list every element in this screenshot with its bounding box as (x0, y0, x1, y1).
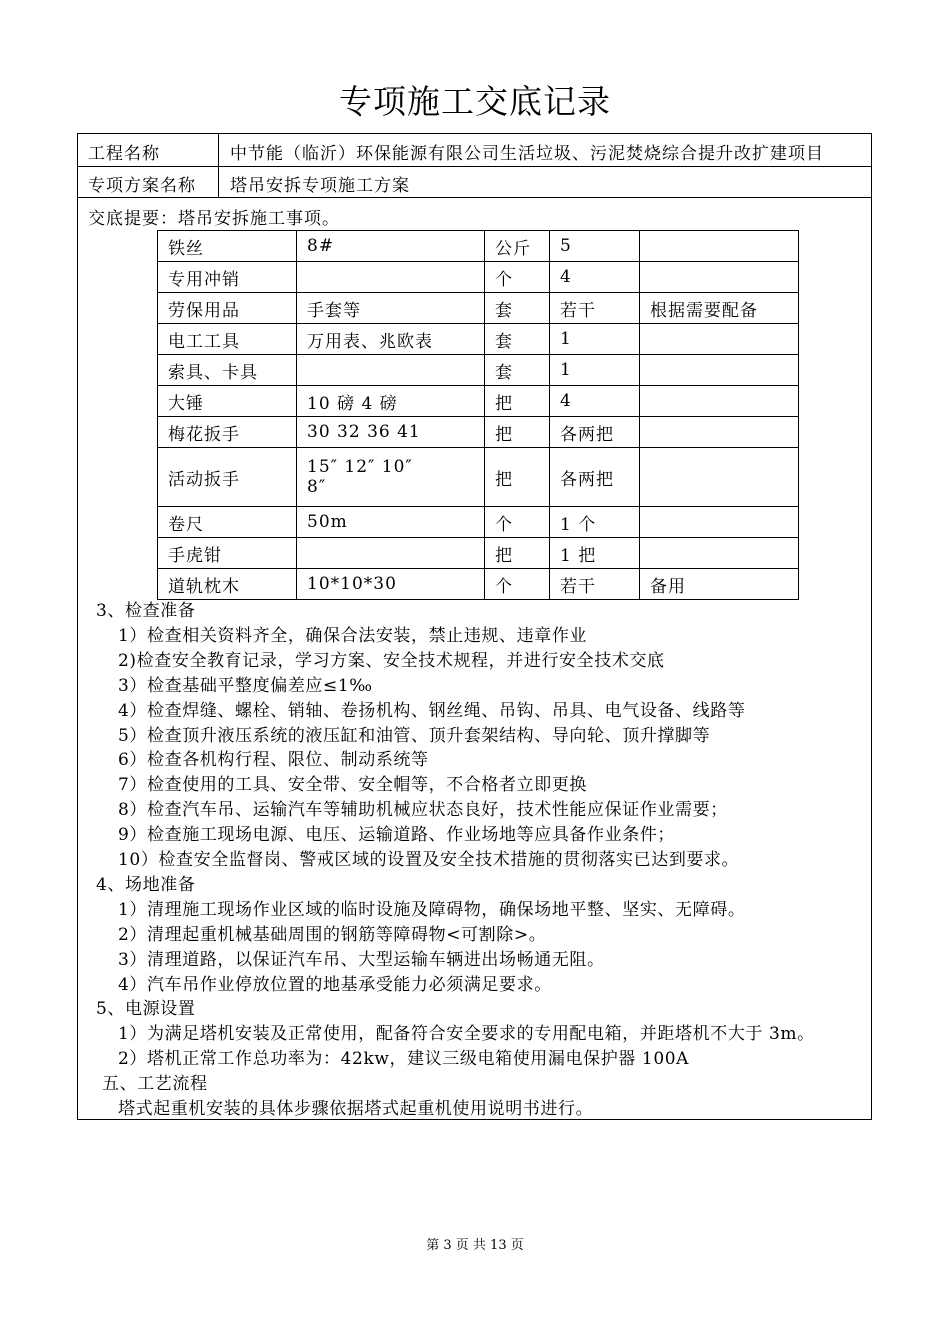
table-row (158, 448, 799, 507)
body-line: 4、场地准备 (96, 874, 196, 895)
tool-name-cell: 梅花扳手 (158, 417, 297, 448)
body-line: 3）检查基础平整度偏差应≤1‰ (118, 675, 373, 696)
tool-note-cell (640, 448, 799, 507)
tool-note-cell (640, 355, 799, 386)
tool-qty-cell: 若干 (550, 293, 640, 324)
record-form (77, 133, 872, 1120)
body-line: 2)检查安全教育记录，学习方案、安全技术规程，并进行安全技术交底 (118, 650, 665, 671)
tool-qty-cell: 1 (550, 324, 640, 355)
tool-unit-cell: 把 (485, 538, 550, 569)
tool-spec-cell: 8# (297, 231, 485, 262)
body-line: 五、工艺流程 (102, 1074, 208, 1095)
tool-spec-cell: 10*10*30 (297, 569, 485, 600)
tool-name-cell: 活动扳手 (158, 448, 297, 507)
body-line: 7）检查使用的工具、安全带、安全帽等，不合格者立即更换 (118, 775, 588, 796)
tool-unit-cell: 个 (485, 262, 550, 293)
tool-qty-cell: 5 (550, 231, 640, 262)
project-label: 工程名称 (88, 144, 160, 164)
tool-name-cell: 专用冲销 (158, 262, 297, 293)
body-line: 4）检查焊缝、螺栓、销轴、卷扬机构、钢丝绳、吊钩、吊具、电气设备、线路等 (118, 700, 746, 721)
tool-qty-cell: 各两把 (550, 417, 640, 448)
tool-spec-cell: 15″ 12″ 10″ 8″ (297, 448, 485, 507)
tool-name-cell: 大锤 (158, 386, 297, 417)
table-row (158, 386, 799, 417)
body-line: 9）检查施工现场电源、电压、运输道路、作业场地等应具备作业条件； (118, 825, 676, 846)
body-line: 1）检查相关资料齐全，确保合法安装，禁止违规、违章作业 (118, 625, 588, 646)
tool-unit-cell: 把 (485, 448, 550, 507)
tool-qty-cell: 4 (550, 386, 640, 417)
body-line: 4）汽车吊作业停放位置的地基承受能力必须满足要求。 (118, 974, 552, 995)
table-row (158, 538, 799, 569)
tool-qty-cell: 1 (550, 355, 640, 386)
tool-note-cell (640, 417, 799, 448)
body-line: 塔式起重机安装的具体步骤依据塔式起重机使用说明书进行。 (118, 1099, 594, 1119)
tool-name-cell: 铁丝 (158, 231, 297, 262)
plan-label: 专项方案名称 (88, 176, 196, 196)
table-row (158, 293, 799, 324)
tool-spec-cell (297, 538, 485, 569)
tool-qty-cell: 1 把 (550, 538, 640, 569)
tool-spec-cell: 50m (297, 507, 485, 538)
page-footer: 第 3 页 共 13 页 (426, 1238, 524, 1253)
body-line: 6）检查各机构行程、限位、制动系统等 (118, 750, 429, 771)
tool-unit-cell: 个 (485, 507, 550, 538)
tool-qty-cell: 若干 (550, 569, 640, 600)
tool-name-cell: 索具、卡具 (158, 355, 297, 386)
body-line: 5、电源设置 (96, 999, 196, 1020)
body-line: 1）为满足塔机安装及正常使用，配备符合安全要求的专用配电箱，并距塔机不大于 3m。 (118, 1024, 815, 1045)
body-line: 1）清理施工现场作业区域的临时设施及障碍物，确保场地平整、坚实、无障碍。 (118, 899, 746, 920)
tool-name-cell: 道轨枕木 (158, 569, 297, 600)
tool-unit-cell: 套 (485, 324, 550, 355)
body-line: 5）检查顶升液压系统的液压缸和油管、顶升套架结构、导向轮、顶升撑脚等 (118, 725, 711, 746)
tool-note-cell (640, 324, 799, 355)
tool-spec-cell: 30 32 36 41 (297, 417, 485, 448)
body-line: 2）清理起重机械基础周围的钢筋等障碍物<可割除>。 (118, 924, 547, 945)
table-row (158, 324, 799, 355)
tool-spec-cell: 万用表、兆欧表 (297, 324, 485, 355)
plan-row (78, 167, 871, 198)
tool-unit-cell: 把 (485, 386, 550, 417)
tool-unit-cell: 套 (485, 293, 550, 324)
tools-table (157, 230, 799, 600)
tool-qty-cell: 4 (550, 262, 640, 293)
project-value: 中节能（临沂）环保能源有限公司生活垃圾、污泥焚烧综合提升改扩建项目 (230, 144, 824, 164)
tool-note-cell (640, 538, 799, 569)
tool-unit-cell: 公斤 (485, 231, 550, 262)
tool-note-cell (640, 231, 799, 262)
project-row (78, 134, 871, 167)
tool-qty-cell: 1 个 (550, 507, 640, 538)
tool-qty-cell: 各两把 (550, 448, 640, 507)
tool-spec-cell: 手套等 (297, 293, 485, 324)
body-line: 2）塔机正常工作总功率为：42kw，建议三级电箱使用漏电保护器 100A (118, 1049, 690, 1070)
table-row (158, 355, 799, 386)
tool-name-cell: 卷尺 (158, 507, 297, 538)
table-row (158, 507, 799, 538)
body-line: 8）检查汽车吊、运输汽车等辅助机械应状态良好，技术性能应保证作业需要； (118, 800, 728, 821)
body-line: 3）清理道路，以保证汽车吊、大型运输车辆进出场畅通无阻。 (118, 949, 605, 970)
body-line: 3、检查准备 (96, 601, 196, 621)
table-row (158, 231, 799, 262)
tool-name-cell: 劳保用品 (158, 293, 297, 324)
summary: 交底提要：塔吊安拆施工事项。 (88, 209, 340, 229)
body-line: 10）检查安全监督岗、警戒区域的设置及安全技术措施的贯彻落实已达到要求。 (118, 850, 740, 870)
tool-unit-cell: 把 (485, 417, 550, 448)
tool-note-cell (640, 507, 799, 538)
tool-note-cell (640, 386, 799, 417)
tool-spec-cell: 10 磅 4 磅 (297, 386, 485, 417)
table-row (158, 262, 799, 293)
plan-value: 塔吊安拆专项施工方案 (230, 176, 410, 196)
tool-name-cell: 手虎钳 (158, 538, 297, 569)
tool-note-cell: 根据需要配备 (640, 293, 799, 324)
page-title: 专项施工交底记录 (339, 82, 611, 121)
tool-note-cell: 备用 (640, 569, 799, 600)
tool-unit-cell: 套 (485, 355, 550, 386)
tool-note-cell (640, 262, 799, 293)
tool-spec-cell (297, 355, 485, 386)
table-row (158, 417, 799, 448)
tool-name-cell: 电工工具 (158, 324, 297, 355)
table-row (158, 569, 799, 600)
tool-unit-cell: 个 (485, 569, 550, 600)
tool-spec-cell (297, 262, 485, 293)
